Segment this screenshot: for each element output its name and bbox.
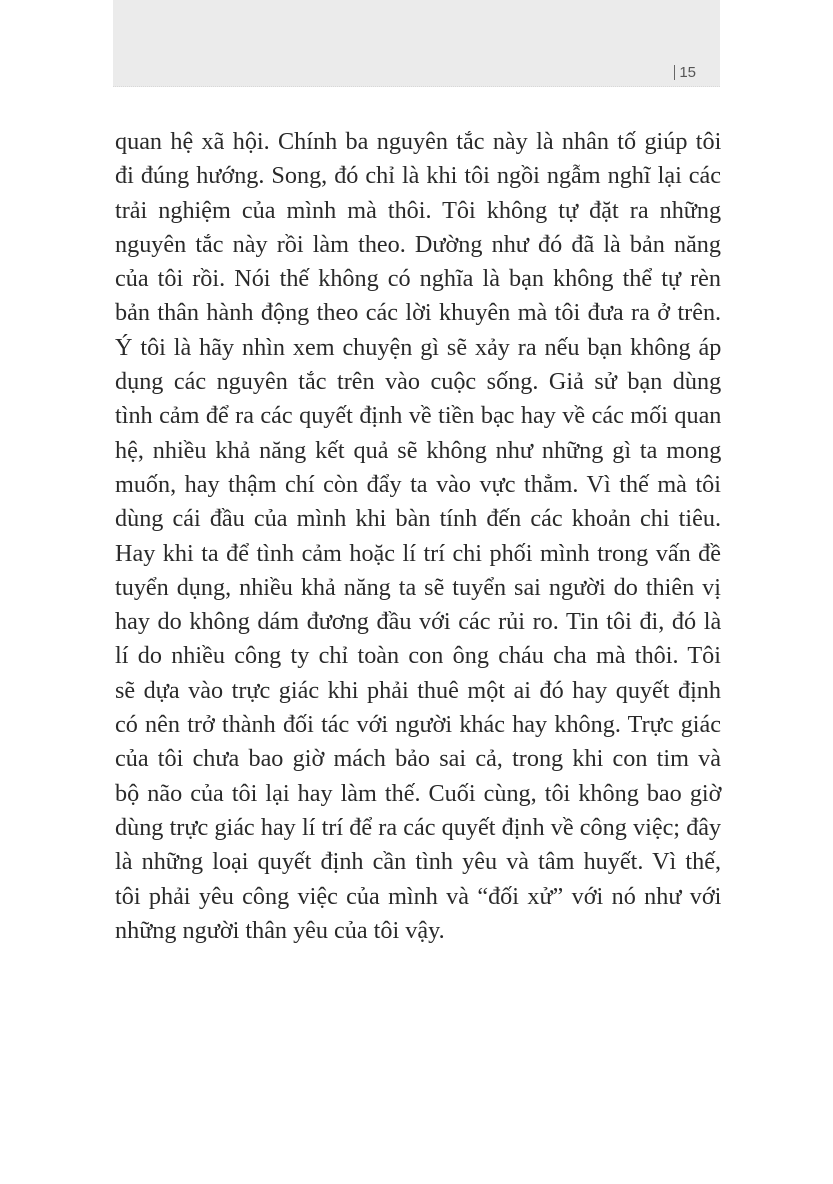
text-line: dùng cái đầu của mình khi bàn tính đến các khoản chi tiêu. bbox=[115, 505, 721, 533]
page-header bbox=[113, 0, 720, 87]
text-line: lí do nhiều công ty chỉ toàn con ông cháu cha mà thôi. Tôi bbox=[115, 642, 721, 670]
text-line: nguyên tắc này rồi làm theo. Dường như đó đã là bản năng bbox=[115, 230, 721, 258]
text-line: tuyển dụng, nhiều khả năng ta sẽ tuyển sai người do thiên vị bbox=[115, 573, 721, 601]
text-line: là những loại quyết định cần tình yêu và tâm huyết. Vì thế, bbox=[115, 848, 721, 876]
text-line: của tôi chưa bao giờ mách bảo sai cả, trong khi con tim và bbox=[115, 745, 721, 773]
text-line: dụng các nguyên tắc trên vào cuộc sống. Giả sử bạn dùng bbox=[115, 368, 722, 396]
text-line-last: những người thân yêu của tôi vậy. bbox=[115, 916, 445, 944]
text-line: có nên trở thành đối tác với người khác hay không. Trực giác bbox=[115, 711, 721, 739]
text-line: dùng trực giác hay lí trí để ra các quyết định về công việc; đây bbox=[115, 813, 722, 841]
text-line: sẽ dựa vào trực giác khi phải thuê một ai đó hay quyết định bbox=[115, 676, 721, 704]
text-line: trải nghiệm của mình mà thôi. Tôi không tự đặt ra những bbox=[115, 196, 722, 224]
text-line: quan hệ xã hội. Chính ba nguyên tắc này là nhân tố giúp tôi bbox=[115, 128, 722, 155]
text-line: của tôi rồi. Nói thế không có nghĩa là bạn không thể tự rèn bbox=[115, 265, 721, 293]
text-line: tôi phải yêu công việc của mình và “đối xử” với nó như với bbox=[115, 882, 722, 910]
page-number bbox=[674, 64, 696, 81]
text-line: Ý tôi là hãy nhìn xem chuyện gì sẽ xảy ra nếu bạn không áp bbox=[115, 333, 722, 361]
text-line: hay do không dám đương đầu với các rủi ro. Tin tôi đi, đó là bbox=[115, 608, 722, 636]
text-line: tình cảm để ra các quyết định về tiền bạc hay về các mối quan bbox=[115, 402, 722, 430]
text-line: đi đúng hướng. Song, đó chỉ là khi tôi ngồi ngẫm nghĩ lại các bbox=[115, 162, 721, 190]
text-line: bộ não của tôi lại hay làm thế. Cuối cùng, tôi không bao giờ bbox=[115, 779, 722, 807]
body-paragraph bbox=[115, 125, 721, 948]
text-line: Hay khi ta để tình cảm hoặc lí trí chi phối mình trong vấn đề bbox=[115, 539, 721, 567]
page-number-text: 15 bbox=[679, 64, 696, 81]
page-number-divider bbox=[674, 65, 675, 80]
text-line: muốn, hay thậm chí còn đẩy ta vào vực thẳm. Vì thế mà tôi bbox=[115, 470, 721, 498]
text-line: hệ, nhiều khả năng kết quả sẽ không như những gì ta mong bbox=[115, 436, 722, 464]
text-line: bản thân hành động theo các lời khuyên mà tôi đưa ra ở trên. bbox=[115, 299, 722, 327]
